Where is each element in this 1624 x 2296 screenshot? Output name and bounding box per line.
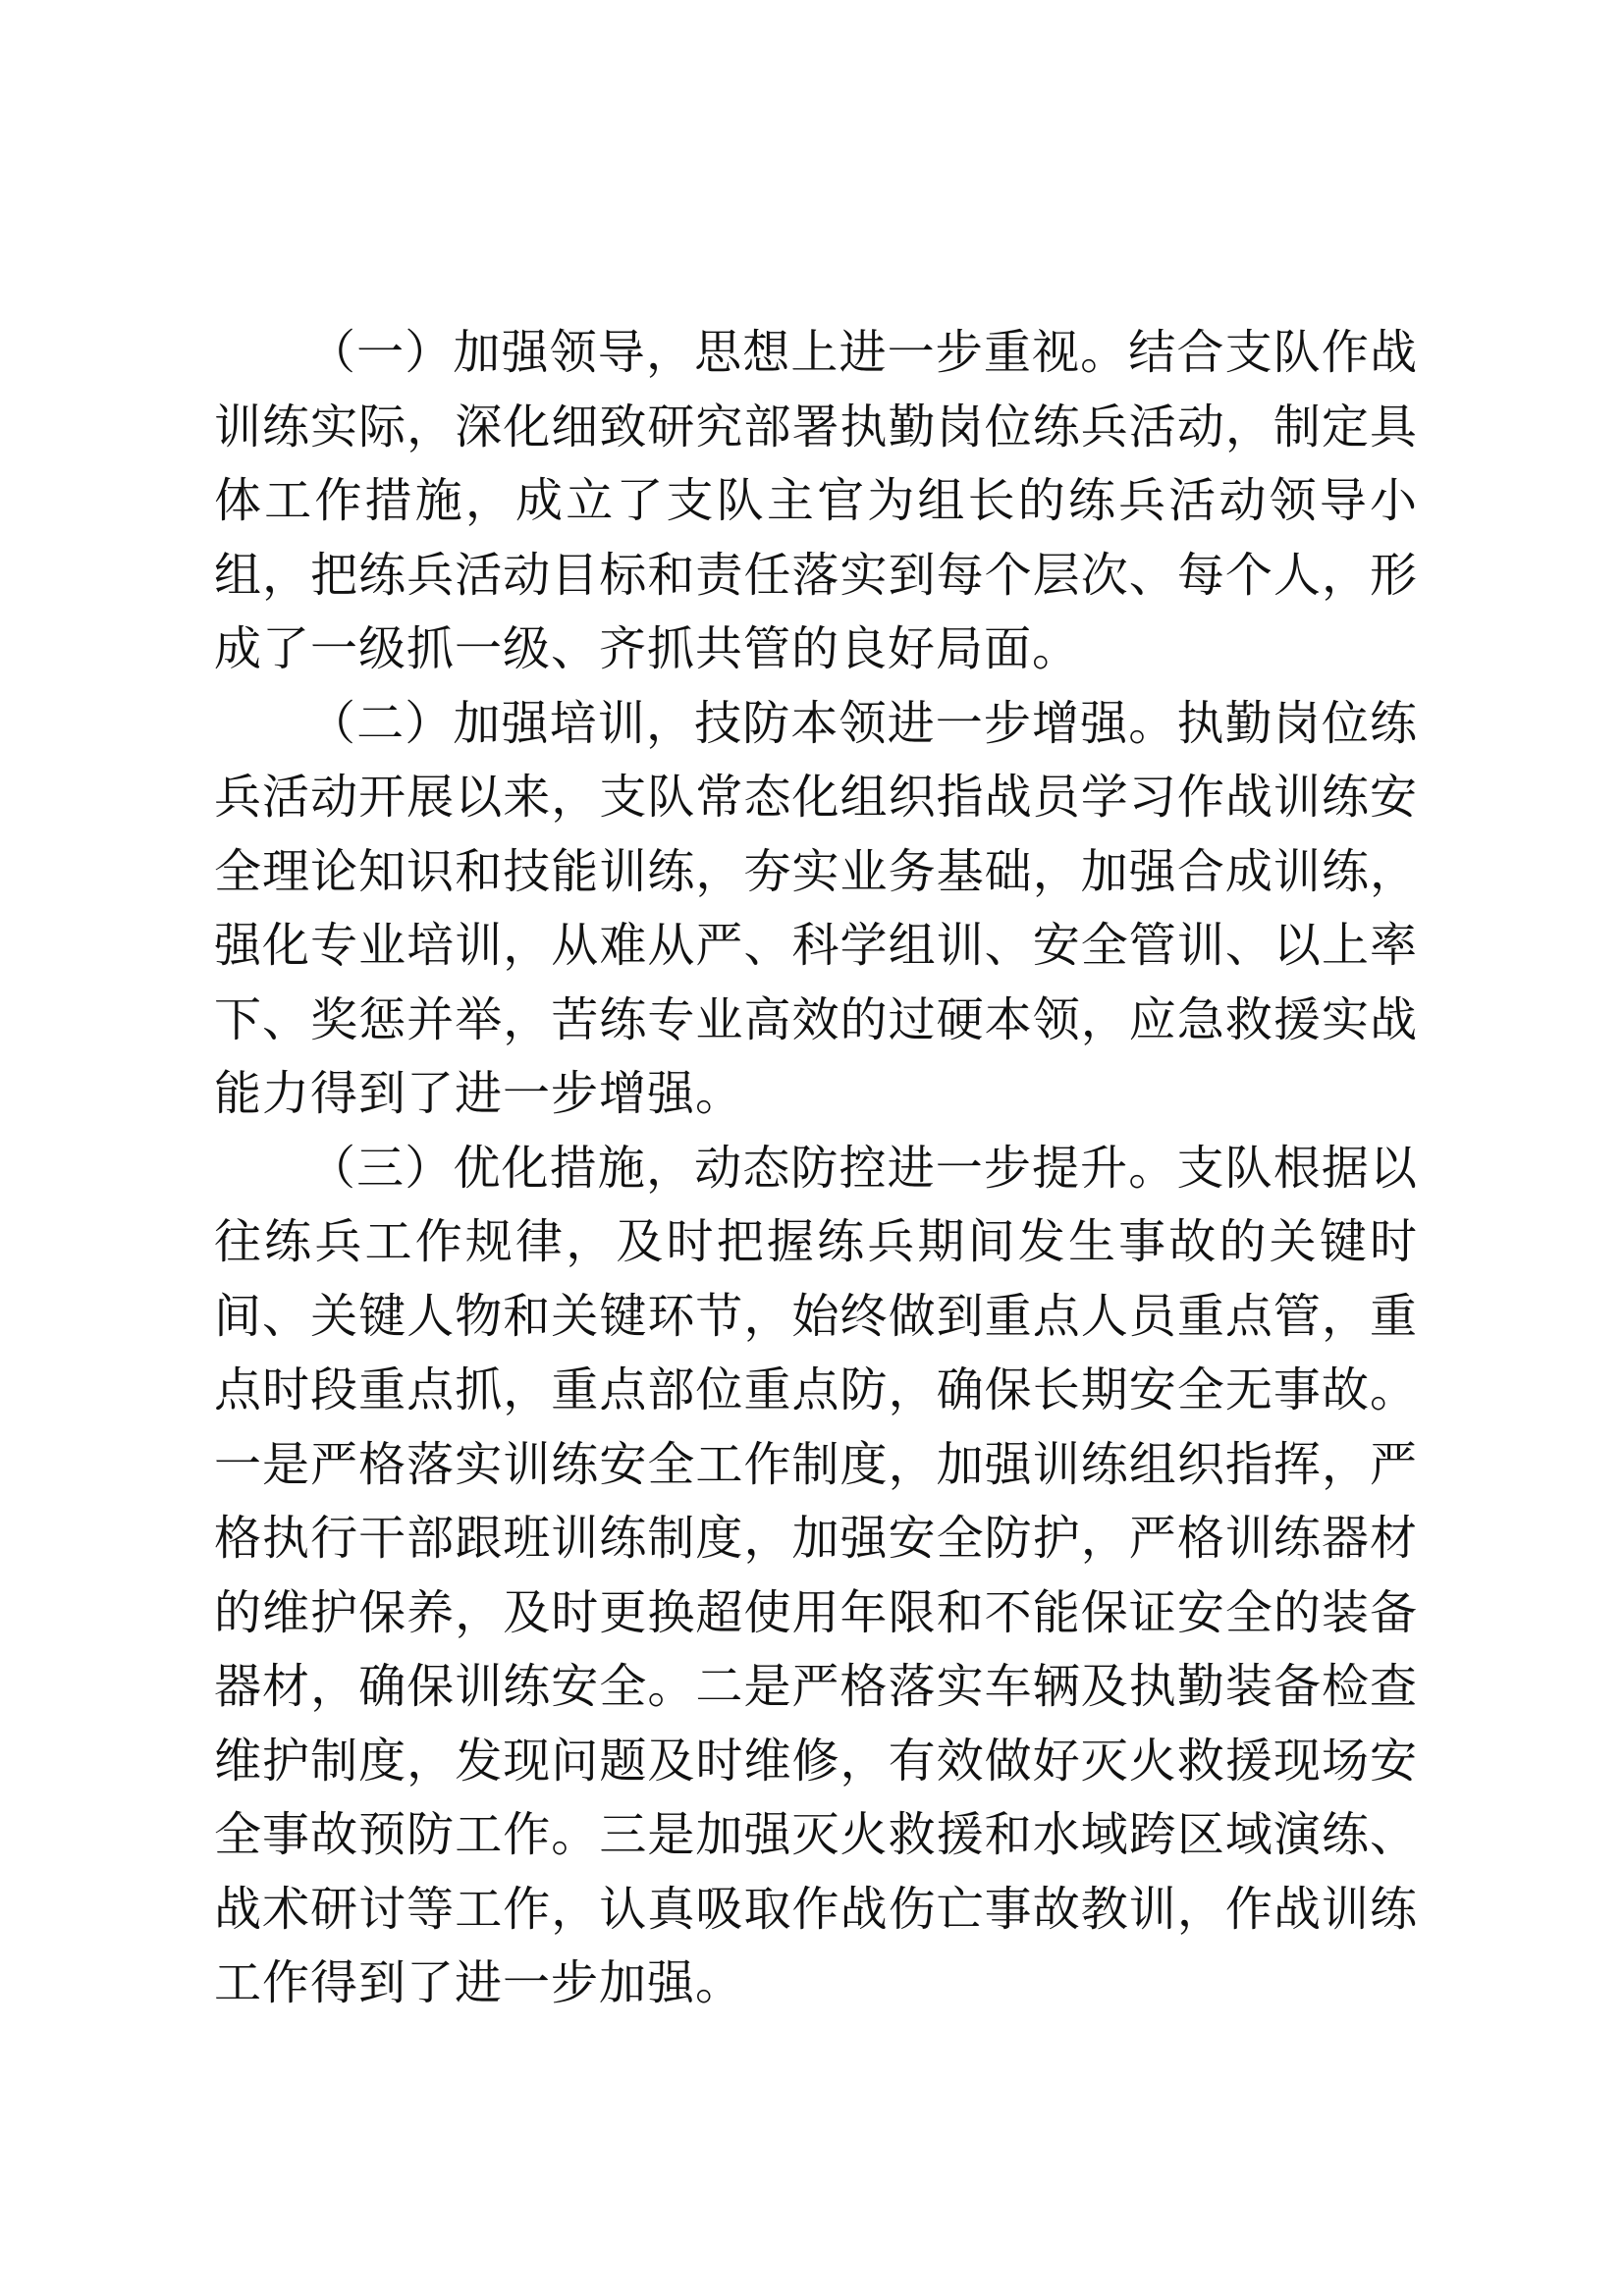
paragraph-leadership xyxy=(214,316,1418,687)
paragraph-heading: （三）优化措施，动态防控进一步提升。 xyxy=(308,1140,1177,1196)
paragraph-heading: （二）加强培训，技防本领进一步增强。 xyxy=(308,695,1177,751)
paragraph-heading: （一）加强领导，思想上进一步重视。 xyxy=(308,325,1129,380)
document-page xyxy=(214,316,1418,2021)
paragraph-training xyxy=(214,687,1418,1132)
paragraph-body: 支队根据以往练兵工作规律，及时把握练兵期间发生事故的关键时间、关键人物和关键环节，始终做到重点人员重点管，重点时段重点抓，重点部位重点防，确保长期安全无事故。一是严格落实训练安全工作制度，加强训练组织指挥，严格执行干部跟班训练制度，加强安全防护，严格训练器材的维护保养，及时更换超使用年限和不能保证安全的装备器材，确保训练安全。二是严格落实车辆及执勤装备检查维护制度，发现问题及时维修，有效做好灭火救援现场安全事故预防工作。三是加强灭火救援和水域跨区域演练、战术研讨等工作，认真吸取作战伤亡事故教训，作战训练工作得到了进一步加强。 xyxy=(214,1140,1418,2010)
paragraph-body: 执勤岗位练兵活动开展以来，支队常态化组织指战员学习作战训练安全理论知识和技能训练，夯实业务基础，加强合成训练，强化专业培训，从难从严、科学组训、安全管训、以上率下、奖惩并举，苦练专业高效的过硬本领，应急救援实战能力得到了进一步增强。 xyxy=(214,695,1418,1121)
paragraph-body: 结合支队作战训练实际，深化细致研究部署执勤岗位练兵活动，制定具体工作措施，成立了支队主官为组长的练兵活动领导小组，把练兵活动目标和责任落实到每个层次、每个人，形成了一级抓一级、齐抓共管的良好局面。 xyxy=(214,325,1418,676)
paragraph-measures xyxy=(214,1132,1418,2021)
